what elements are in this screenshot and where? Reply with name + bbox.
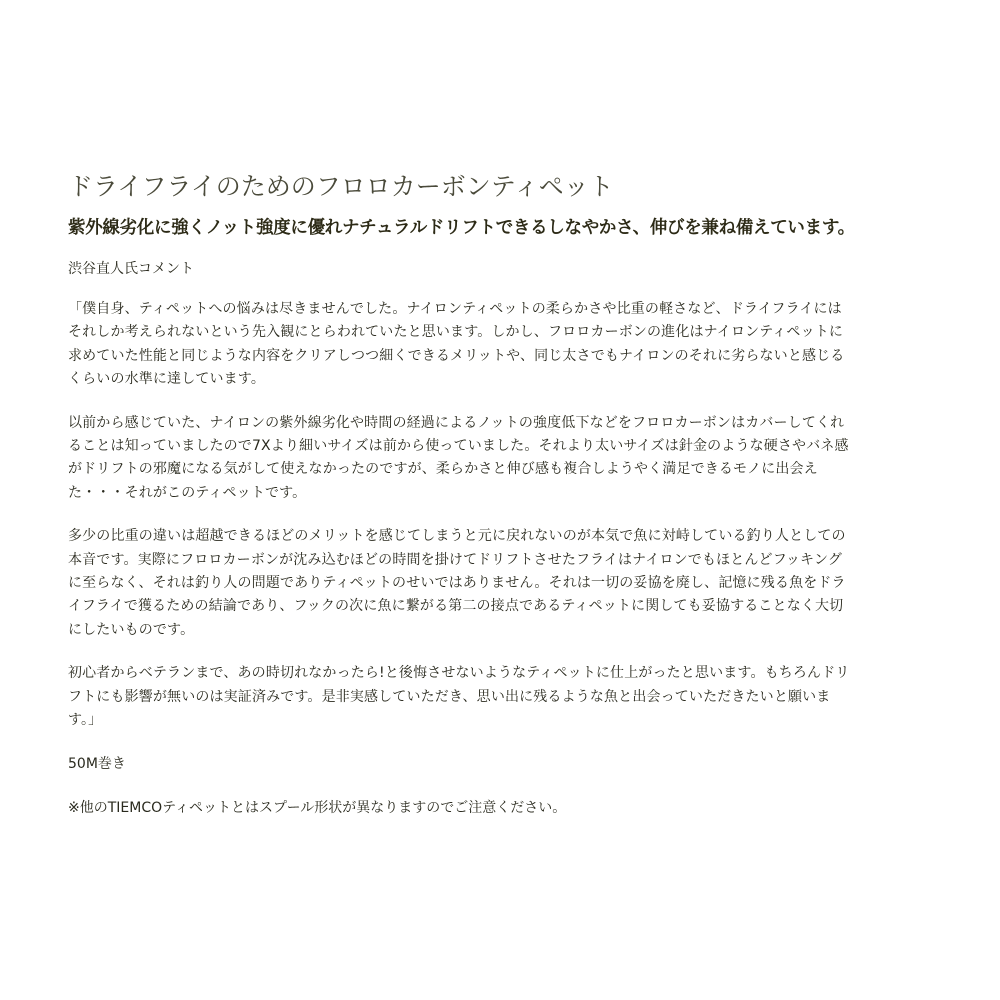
text-line: ることは知っていましたので7Xより細いサイズは前から使っていました。それより太いサイズは針金のような硬さやバネ感 <box>68 438 849 455</box>
text-line: す。」 <box>68 712 103 729</box>
product-description <box>68 170 938 841</box>
text-line: イフライで獲るための結論であり、フックの次に魚に繋がる第二の接点であるティペットに関しても妥協することなく大切 <box>68 598 844 615</box>
text-line: 初心者からベテランまで、あの時切れなかったら!と後悔させないようなティペットに仕上がったと思います。もちろんドリ <box>68 665 850 682</box>
comment-paragraph-1 <box>68 298 938 392</box>
page-title: ドライフライのためのフロロカーボンティペット <box>68 172 614 201</box>
text-line: がドリフトの邪魔になる気がして使えなかったのですが、柔らかさと伸び感も複合しようやく満足できるモノに出会え <box>68 461 818 478</box>
text-line: 求めていた性能と同じような内容をクリアしつつ細くできるメリットや、同じ太さでもナイロンのそれに劣らないと感じる <box>68 347 845 364</box>
text-line: た・・・それがこのティペットです。 <box>68 484 307 501</box>
comment-heading: 渋谷直人氏コメント <box>68 261 194 277</box>
text-line: くらいの水準に達しています。 <box>68 371 265 388</box>
text-line: 多少の比重の違いは超越できるほどのメリットを感じてしまうと元に戻れないのが本気で魚に対峙している釣り人としての <box>68 528 846 545</box>
text-line: 「僕自身、ティペットへの悩みは尽きませんでした。ナイロンティペットの柔らかさや比重の軽さなど、ドライフライには <box>68 301 842 317</box>
spool-notice: ※他のTIEMCOティペットとはスプール形状が異なりますのでご注意ください。 <box>68 799 567 816</box>
text-line: 以前から感じていた、ナイロンの紫外線劣化や時間の経過によるノットの強度低下などをフロロカーボンはカバーしてくれ <box>68 414 845 431</box>
text-line: フトにも影響が無いのは実証済みです。是非実感していただき、思い出に残るような魚と出会っていただきたいと願いま <box>68 688 831 705</box>
text-line: 本音です。実際にフロロカーボンが沈み込むほどの時間を掛けてドリフトさせたフライはナイロンでもほとんどフッキング <box>68 551 843 568</box>
comment-paragraph-2 <box>68 412 938 506</box>
text-line: に至らなく、それは釣り人の問題でありティペットのせいではありません。それは一切の妥協を廃し、記憶に残る魚をドラ <box>68 575 846 592</box>
text-line: それしか考えられないという先入観にとらわれていたと思います。しかし、フロロカーボンの進化はナイロンティペットに <box>68 324 844 341</box>
text-line: にしたいものです。 <box>68 621 195 638</box>
product-tagline: 紫外線劣化に強くノット強度に優れナチュラルドリフトできるしなやかさ、伸びを兼ね備えています。 <box>68 218 855 238</box>
spool-length: 50M巻き <box>68 755 126 772</box>
comment-paragraph-3 <box>68 525 938 642</box>
comment-paragraph-4 <box>68 662 938 732</box>
